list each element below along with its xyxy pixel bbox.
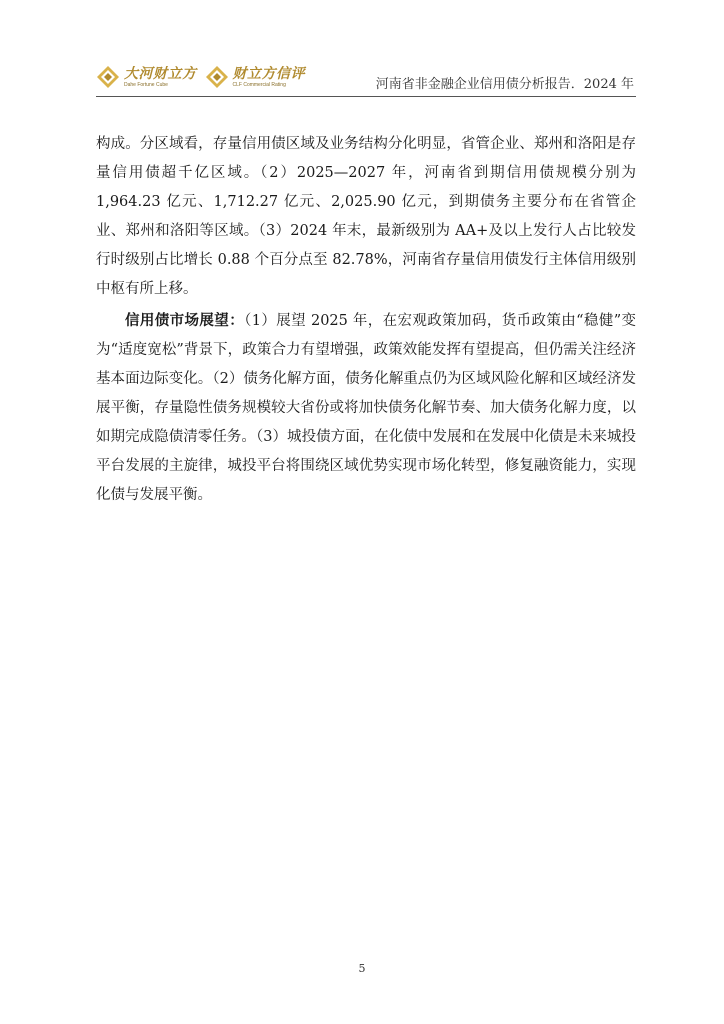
clf-logo-name: 财立方信评 [232,65,305,82]
page-header [96,60,636,97]
report-title: 河南省非金融企业信用债分析报告．2024 年 [375,77,634,92]
header-logos [96,60,313,94]
dahe-logo-name: 大河财立方 [124,65,197,82]
clf-rating-logo [205,65,306,89]
clf-logo-icon [205,65,229,89]
dahe-logo-icon [96,65,120,89]
outlook-heading: 信用债市场展望： [125,313,245,329]
dahe-logo [96,65,197,89]
paragraph-market-outlook [96,307,636,510]
outlook-text: （1）展望 2025 年，在宏观政策加码，货币政策由“稳健”变为“适度宽松”背景下，政策合力有望增强，政策效能发挥有望提高，但仍需关注经济基本面边际变化。（2）债务化解方面，债务化解重点仍为区域风险化解和区域经济发展平衡，存量隐性债务规模较大省份或将加快债务化解节奏、加大债务化解力度，以如期完成隐债清零任务。（3）城投债方面，在化债中发展和在发展中化债是未来城投平台发展的主旋律，城投平台将围绕区域优势实现市场化转型，修复融资能力，实现化债与发展平衡。 [96,313,636,503]
paragraph-credit-structure: 构成。分区域看，存量信用债区域及业务结构分化明显，省管企业、郑州和洛阳是存量信用债超千亿区域。（2）2025—2027 年，河南省到期信用债规模分别为 1,964.23 亿元、1,712.27 亿元、2,025.90 亿元，到期债务主要分布在省管企业、郑州和洛阳等区域。（3）2024 年末，最新级别为 AA+及以上发行人占比较发行时级别占比增长 0.88 个百分点至 82.78%，河南省存量信用债发行主体信用级别中枢有所上移。 [96,136,636,297]
page-number: 5 [358,962,366,975]
dahe-logo-sub: Dahe Fortune Cube [124,81,168,88]
report-body [96,130,636,510]
clf-logo-sub: CLF Commercial Rating [232,81,286,88]
